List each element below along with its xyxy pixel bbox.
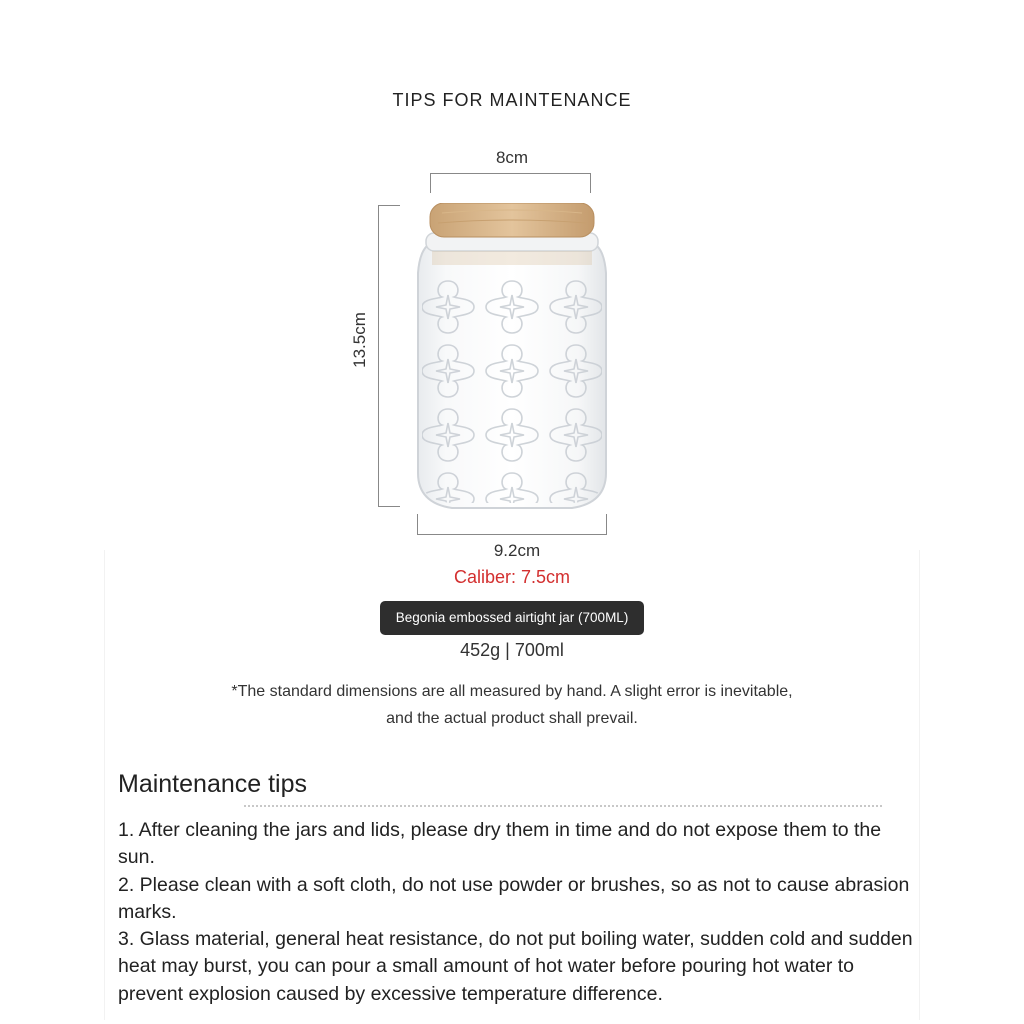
maintenance-tips-list: [118, 817, 918, 1008]
side-dimension-tick-bottom: [378, 506, 400, 507]
bottom-dimension-line: [417, 534, 607, 535]
maintenance-heading: Maintenance tips: [118, 770, 308, 798]
jar-image: [412, 203, 612, 515]
dimension-bottom-label: 9.2cm: [493, 541, 541, 560]
note-line-1: *The standard dimensions are all measured by hand. A slight error is inevitable,: [231, 683, 793, 700]
product-name-badge: Begonia embossed airtight jar (700ML): [380, 601, 644, 635]
top-dimension-line: [430, 173, 591, 174]
caliber-label: Caliber: 7.5cm: [453, 567, 571, 587]
bottom-dimension-tick-left: [417, 514, 418, 534]
tip-item: 3. Glass material, general heat resistance, do not put boiling water, sudden cold and sudden heat may burst, you can pour a small amount of hot water before pouring hot water to prevent explosion caused by excessive temperature difference.: [118, 928, 913, 1005]
dimension-top-label: 8cm: [495, 148, 529, 167]
product-spec: 452g | 700ml: [460, 640, 564, 660]
side-dimension-line: [378, 205, 379, 507]
heading-divider: [244, 805, 882, 807]
top-dimension-tick-right: [590, 173, 591, 193]
tip-item: 1. After cleaning the jars and lids, please dry them in time and do not expose them to the sun.: [118, 819, 882, 869]
note-line-2: and the actual product shall prevail.: [386, 710, 638, 727]
side-dimension-tick-top: [378, 205, 400, 206]
page-title: TIPS FOR MAINTENANCE: [392, 90, 632, 110]
dimension-height-label: 13.5cm: [350, 312, 369, 368]
top-dimension-tick-left: [430, 173, 431, 193]
tip-item: 2. Please clean with a soft cloth, do not use powder or brushes, so as not to cause abrasion marks.: [118, 873, 910, 923]
bottom-dimension-tick-right: [606, 514, 607, 534]
measurement-note: [0, 678, 1024, 732]
